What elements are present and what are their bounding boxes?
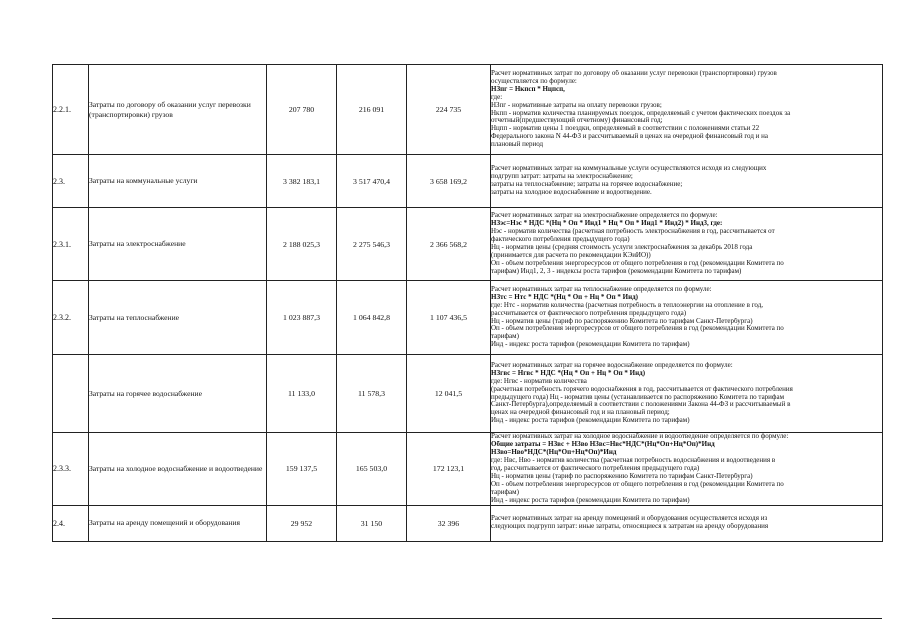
calculation-description <box>491 281 883 355</box>
description-line: предыдущего года) Нц - норматив цены (устанавливается по распоряжению Комитета по тарифам <box>491 393 785 401</box>
row-number: 2.3. <box>53 155 89 208</box>
value-year-2: 1 064 842,8 <box>337 281 407 355</box>
cost-item-name: Затраты на коммунальные услуги <box>89 155 267 208</box>
description-line: Нэс - норматив количества (расчетная потребность электроснабжения в год, рассчитывается от <box>491 228 775 236</box>
value-year-2: 11 578,3 <box>337 355 407 433</box>
table-row <box>53 155 883 208</box>
description-line: следующих подгрупп затрат: иные затраты, относящиеся к затратам на аренду оборудования <box>491 523 769 531</box>
description-line: Инд - индекс роста тарифов (рекомендации Комитета по тарифам) <box>491 496 690 504</box>
description-line: где: Нтс - норматив количества (расчетная потребность в теплоэнергии на отопление в год, <box>491 301 764 309</box>
calculation-description <box>491 355 883 433</box>
value-year-1: 1 023 887,3 <box>267 281 337 355</box>
calculation-description <box>491 433 883 506</box>
formula-line: НЗтс = Нтс * НДС *(Нц * Оп + Нц * Оп * Инд) <box>491 293 638 301</box>
description-line: Федерального закона N 44-ФЗ и рассчитываемый в ценах на очередной финансовый год и на <box>491 133 768 141</box>
value-year-2: 165 503,0 <box>337 433 407 506</box>
cost-item-name: Затраты на горячее водоснабжение <box>89 355 267 433</box>
cost-item-name: Затраты по договору об оказании услуг перевозки (транспортировки) грузов <box>89 65 267 155</box>
table-row <box>53 355 883 433</box>
description-line: тарифам) Инд1, 2, 3 - индексы роста тарифов (рекомендации Комитета по тарифам) <box>491 267 742 275</box>
calculation-description <box>491 208 883 281</box>
description-line: тарифам) <box>491 333 519 341</box>
description-line: подгрупп затрат: затраты на электроснабжение; <box>491 173 633 181</box>
row-number: 2.4. <box>53 505 89 541</box>
value-year-2: 2 275 546,3 <box>337 208 407 281</box>
value-year-3: 12 041,5 <box>407 355 491 433</box>
description-line: где: <box>491 93 503 101</box>
value-year-3: 1 107 436,5 <box>407 281 491 355</box>
description-line: затраты на холодное водоснабжение и водоотведение. <box>491 188 652 196</box>
table-row <box>53 281 883 355</box>
description-line: где: Нгвс - норматив количества <box>491 377 587 385</box>
description-line: отчетный(предшествующий отчетному) финансовый год; <box>491 117 663 125</box>
table-row <box>53 65 883 155</box>
row-number: 2.2.1. <box>53 65 89 155</box>
formula-line: НЗво=Нво*НДС*(Нц*Оп+Нц*Оп)*Инд <box>491 448 617 456</box>
description-line: год, рассчитывается от фактического потребления предыдущего года) <box>491 464 700 472</box>
description-line: плановый период <box>491 141 544 149</box>
description-line: Расчет нормативных затрат на электроснабжение определяется по формуле: <box>491 212 718 220</box>
description-line: Инд - индекс роста тарифов (рекомендации Комитета по тарифам) <box>491 417 690 425</box>
description-line: Расчет нормативных затрат на холодное водоснабжение и водоотведение определяется по формуле: <box>491 433 789 440</box>
value-year-3: 3 658 169,2 <box>407 155 491 208</box>
calculation-description <box>491 505 883 541</box>
description-line: Нц - норматив цены (средняя стоимость услуги электроснабжения за декабрь 2018 года <box>491 244 753 251</box>
description-line: Оп - объем потребления энергоресурсов от общего потребления в год (рекомендации Комитета по <box>491 480 784 488</box>
table-row <box>53 505 883 541</box>
cost-item-name: Затраты на аренду помещений и оборудования <box>89 505 267 541</box>
description-line: (расчетная потребность горячего водоснабжения в год, рассчитывается от фактического потребления <box>491 385 793 393</box>
cost-item-name: Затраты на теплоснабжение <box>89 281 267 355</box>
cost-table <box>52 64 883 542</box>
description-line: Санкт-Петербурга),определяемый в соответствии с положениями Закона 44-ФЗ и рассчитываемый в <box>491 401 791 409</box>
value-year-1: 159 137,5 <box>267 433 337 506</box>
description-line: осуществляется по формуле: <box>491 77 577 85</box>
description-line: Расчет нормативных затрат на теплоснабжение определяется по формуле: <box>491 285 712 293</box>
value-year-2: 216 091 <box>337 65 407 155</box>
description-line: ценах на очередной финансовый год и на плановый период; <box>491 409 670 417</box>
description-line: (принимается для расчета по рекомендации КЭиИО)) <box>491 251 651 259</box>
cost-item-name: Затраты на холодное водоснабжение и водоотведение <box>89 433 267 506</box>
value-year-3: 2 366 568,2 <box>407 208 491 281</box>
description-line: рассчитывается от фактического потребления предыдущего года) <box>491 309 687 317</box>
description-line: затраты на теплоснабжение; затраты на горячее водоснабжение; <box>491 181 683 188</box>
description-line: Расчет нормативных затрат на горячее водоснабжение определяется по формуле: <box>491 361 733 369</box>
table-row <box>53 208 883 281</box>
description-line: тарифам) <box>491 488 519 496</box>
row-number: 2.3.2. <box>53 281 89 355</box>
formula-line: Общие затраты = НЗвс + НЗво НЗвс=Нвс*НДС*(Нц*Оп+Нц*Оп)*Инд <box>491 440 715 448</box>
value-year-1: 2 188 025,3 <box>267 208 337 281</box>
description-line: Нц - норматив цены (тариф по распоряжению Комитета по тарифам Санкт-Петербурга) <box>491 472 753 480</box>
value-year-3: 224 735 <box>407 65 491 155</box>
value-year-3: 32 396 <box>407 505 491 541</box>
description-line: Расчет нормативных затрат на аренду помещений и оборудования осуществляется исходя из <box>491 515 768 523</box>
description-line: фактического потребления предыдущего года) <box>491 236 630 244</box>
formula-line: НЗгвс = Нгвс * НДС *(Нц * Оп + Нц * Оп * Инд) <box>491 369 646 377</box>
description-line: Нц - норматив цены (тариф по распоряжению Комитета по тарифам Санкт-Петербурга) <box>491 317 753 325</box>
formula-line: НЗпг = Нкпсп * Нцпсп, <box>491 85 565 93</box>
table-row <box>53 433 883 506</box>
calculation-description <box>491 65 883 155</box>
page-bottom-rule <box>52 618 882 619</box>
cost-item-name: Затраты на электроснабжение <box>89 208 267 281</box>
description-line: Инд - индекс роста тарифов (рекомендации Комитета по тарифам) <box>491 341 690 349</box>
row-number: 2.3.1. <box>53 208 89 281</box>
value-year-1: 11 133,0 <box>267 355 337 433</box>
description-line: Оп - объем потребления энергоресурсов от общего потребления в год (рекомендации Комитета по <box>491 259 784 267</box>
description-line: НЗпг - нормативные затраты на оплату перевозки грузов; <box>491 101 662 109</box>
description-line: Нкпп - норматив количества планируемых поездок, определяемый с учетом фактических поездок за <box>491 109 791 117</box>
description-line: Расчет нормативных затрат по договору об оказании услуг перевозки (транспортировки) грузов <box>491 69 777 77</box>
description-line: Оп - объем потребления энергоресурсов от общего потребления в год (рекомендации Комитета по <box>491 325 784 333</box>
row-number: 2.3.3. <box>53 433 89 506</box>
value-year-1: 3 382 183,1 <box>267 155 337 208</box>
value-year-1: 207 780 <box>267 65 337 155</box>
formula-line: НЗэс=Нэс * НДС *(Нц * Оп * Инд1 * Нц * Оп * Инд1 * Инд2) * Инд3, где: <box>491 220 723 228</box>
row-number <box>53 355 89 433</box>
value-year-2: 3 517 470,4 <box>337 155 407 208</box>
value-year-3: 172 123,1 <box>407 433 491 506</box>
value-year-2: 31 150 <box>337 505 407 541</box>
calculation-description <box>491 155 883 208</box>
value-year-1: 29 952 <box>267 505 337 541</box>
description-line: Нцпп - норматив цены 1 поездки, определяемый в соответствии с положениями статьи 22 <box>491 125 760 133</box>
description-line: где: Нвс, Нво - норматив количества (расчетная потребность водоснабжения и водоотведения в <box>491 456 776 464</box>
description-line: Расчет нормативных затрат на коммунальные услуги осуществляются исходя из следующих <box>491 165 767 173</box>
